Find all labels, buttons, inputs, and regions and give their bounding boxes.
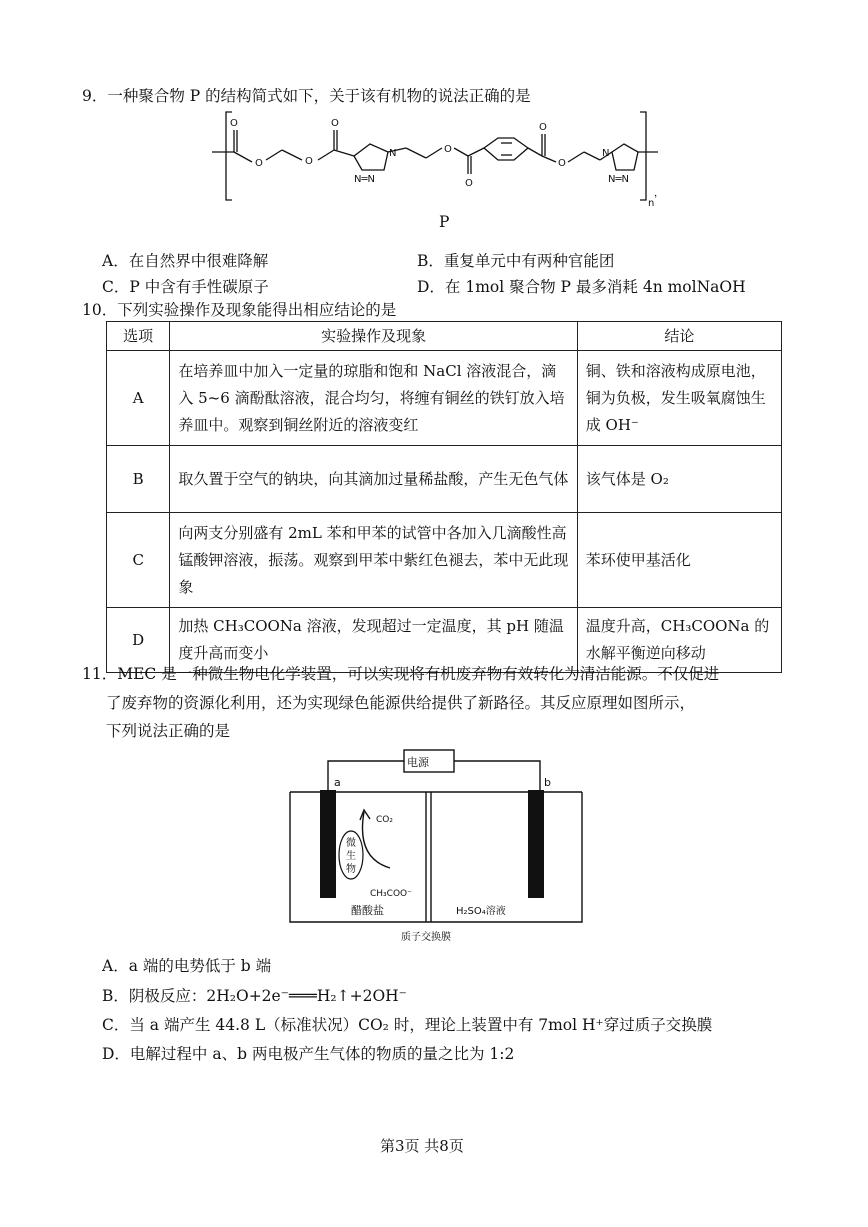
table-row <box>107 446 782 513</box>
row-operation: 向两支分别盛有 2mL 苯和甲苯的试管中各加入几滴酸性高锰酸钾溶液，振荡。观察到甲苯中紫红色褪去，苯中无此现象 <box>170 513 577 608</box>
q11-option-d: D．电解过程中 a、b 两电极产生气体的物质的量之比为 1:2 <box>102 1045 515 1063</box>
membrane-label: 质子交换膜 <box>401 932 451 943</box>
q9-option-d: D．在 1mol 聚合物 P 最多消耗 4n molNaOH <box>417 278 746 296</box>
atom-n-1: N <box>389 148 397 159</box>
atom-o-5: O <box>444 144 452 155</box>
electrode-a-label: a <box>334 776 341 789</box>
power-label: 电源 <box>407 756 429 769</box>
electrode-b-rod <box>528 790 544 898</box>
right-solution-label: H₂SO₄溶液 <box>456 906 506 917</box>
q10-stem: 10．下列实验操作及现象能得出相应结论的是 <box>82 301 397 319</box>
page-footer: 第3页 共8页 <box>380 1137 464 1155</box>
atom-o-1: O <box>230 118 238 129</box>
trailing-comma: ， <box>654 188 664 199</box>
row-operation: 在培养皿中加入一定量的琼脂和饱和 NaCl 溶液混合，滴入 5~6 滴酚酞溶液，混合均匀，将缠有铜丝的铁钉放入培养皿中。观察到铜丝附近的溶液变红 <box>170 351 577 446</box>
q9-option-b: B．重复单元中有两种官能团 <box>417 252 615 270</box>
q11-stem-line2: 了废弃物的资源化利用，还为实现绿色能源供给提供了新路径。其反应原理如图所示， <box>106 694 696 712</box>
q11-option-b: B．阴极反应：2H₂O+2e⁻═══H₂↑+2OH⁻ <box>102 987 407 1005</box>
q11-option-a: A．a 端的电势低于 b 端 <box>102 957 272 975</box>
table-row <box>107 351 782 446</box>
atom-o-3: O <box>305 156 313 167</box>
q11-stem-line1: 11．MEC 是一种微生物电化学装置，可以实现将有机废弃物有效转化为清洁能源。不仅促进 <box>82 665 720 683</box>
microbe-char-3: 物 <box>346 864 356 875</box>
atom-o-7: O <box>539 122 547 133</box>
left-solution-label: 醋酸盐 <box>351 904 384 917</box>
microbe-char-2: 生 <box>346 851 356 862</box>
header-operation: 实验操作及现象 <box>170 322 577 351</box>
atom-nn-2: N═N <box>608 174 629 185</box>
atom-nn-1: N═N <box>354 174 375 185</box>
atom-n-2: N <box>602 148 610 159</box>
q11-option-c: C．当 a 端产生 44.8 L（标准状况）CO₂ 时，理论上装置中有 7mol H⁺穿过质子交换膜 <box>102 1016 713 1034</box>
row-option: D <box>107 608 170 673</box>
q11-stem-line3: 下列说法正确的是 <box>106 722 231 740</box>
row-conclusion: 该气体是 O₂ <box>577 446 781 513</box>
table-header-row <box>107 322 782 351</box>
row-conclusion: 温度升高，CH₃COONa 的水解平衡逆向移动 <box>577 608 781 673</box>
structure-label-p: P <box>439 213 450 231</box>
electrode-b-label: b <box>544 776 551 789</box>
row-option: B <box>107 446 170 513</box>
row-operation: 加热 CH₃COONa 溶液，发现超过一定温度，其 pH 随温度升高而变小 <box>170 608 577 673</box>
mec-diagram <box>286 746 586 946</box>
electrode-a-rod <box>320 790 336 898</box>
polymer-p-structure <box>206 104 666 208</box>
atom-o-6: O <box>465 178 473 189</box>
q9-option-a: A．在自然界中很难降解 <box>102 252 269 270</box>
acetate-ion-label: CH₃COO⁻ <box>370 889 412 899</box>
atom-o-8: O <box>558 158 566 169</box>
row-option: A <box>107 351 170 446</box>
row-conclusion: 苯环使甲基活化 <box>577 513 781 608</box>
q9-option-c: C．P 中含有手性碳原子 <box>102 278 269 296</box>
experiment-table <box>106 321 782 673</box>
atom-o-2: O <box>255 158 263 169</box>
header-option: 选项 <box>107 322 170 351</box>
atom-o-4: O <box>331 118 339 129</box>
co2-label: CO₂ <box>376 815 393 825</box>
row-conclusion: 铜、铁和溶液构成原电池，铜为负极，发生吸氧腐蚀生成 OH⁻ <box>577 351 781 446</box>
row-option: C <box>107 513 170 608</box>
repeat-n: n <box>648 198 655 208</box>
q9-stem: 9．一种聚合物 P 的结构简式如下，关于该有机物的说法正确的是 <box>82 87 531 105</box>
microbe-char-1: 微 <box>346 838 356 849</box>
table-row <box>107 513 782 608</box>
header-conclusion: 结论 <box>577 322 781 351</box>
row-operation: 取久置于空气的钠块，向其滴加过量稀盐酸，产生无色气体 <box>170 446 577 513</box>
